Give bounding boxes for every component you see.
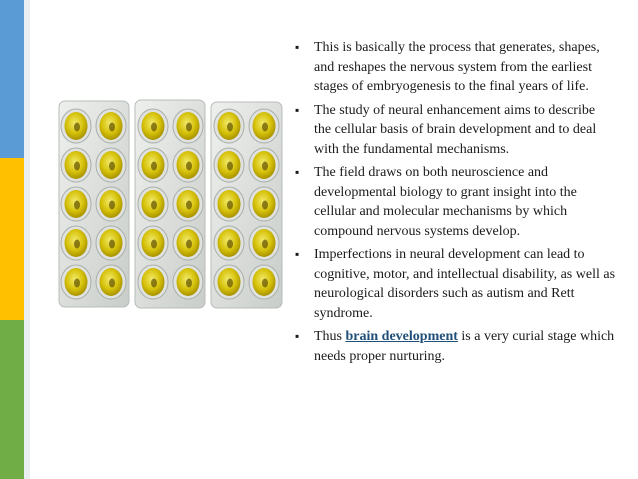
capsule-dark-center bbox=[74, 240, 80, 249]
capsule-dark-center bbox=[186, 240, 192, 249]
bullet-text: The study of neural enhancement aims to describe the cellular basis of brain development and to deal with the fundamental mechanisms. bbox=[314, 102, 597, 157]
capsule-dark-center bbox=[151, 279, 157, 288]
accent-bar-blue bbox=[0, 0, 24, 158]
bullet-marker-icon: ▪ bbox=[295, 329, 300, 343]
capsule-dark-center bbox=[227, 240, 233, 249]
bullet-item bbox=[295, 101, 615, 160]
capsule-dark-center bbox=[109, 201, 115, 210]
capsule-dark-center bbox=[109, 240, 115, 249]
capsule-dark-center bbox=[262, 240, 268, 249]
capsule-dark-center bbox=[227, 201, 233, 210]
capsule-dark-center bbox=[186, 123, 192, 132]
capsule-dark-center bbox=[262, 279, 268, 288]
capsule-dark-center bbox=[74, 279, 80, 288]
bullet-text: This is basically the process that generates, shapes, and reshapes the nervous system from the earliest stages of embryogenesis to the final years of life. bbox=[314, 40, 600, 94]
capsule-dark-center bbox=[262, 123, 268, 132]
capsule-dark-center bbox=[227, 279, 233, 288]
capsule-blister-pack-image bbox=[58, 98, 284, 310]
capsule-dark-center bbox=[186, 201, 192, 210]
bullet-marker-icon: ▪ bbox=[295, 247, 300, 261]
capsule-dark-center bbox=[262, 162, 268, 171]
capsule-dark-center bbox=[109, 162, 115, 171]
brain-development-link[interactable]: brain development bbox=[345, 329, 458, 344]
bullet-text-after: is a very curial stage which needs proper nurturing. bbox=[314, 329, 615, 364]
bullet-item bbox=[295, 38, 615, 97]
capsule-dark-center bbox=[74, 123, 80, 132]
bullet-marker-icon: ▪ bbox=[295, 40, 300, 54]
bullet-item bbox=[295, 245, 615, 323]
capsule-dark-center bbox=[109, 279, 115, 288]
bullet-marker-icon: ▪ bbox=[295, 165, 300, 179]
capsule-dark-center bbox=[151, 240, 157, 249]
accent-bar-green bbox=[0, 320, 24, 479]
capsule-dark-center bbox=[74, 162, 80, 171]
capsule-dark-center bbox=[186, 162, 192, 171]
accent-divider bbox=[24, 0, 30, 479]
capsule-dark-center bbox=[262, 201, 268, 210]
capsule-dark-center bbox=[74, 201, 80, 210]
bullet-text: Imperfections in neural development can lead to cognitive, motor, and intellectual disability, as well as neurological disorders such as autism and Rett syndrome. bbox=[314, 247, 616, 321]
accent-bar-yellow bbox=[0, 158, 24, 320]
bullet-text: The field draws on both neuroscience and developmental biology to grant insight into the cellular and molecular mechanisms by which compound nervous systems develop. bbox=[314, 165, 577, 239]
capsule-dark-center bbox=[109, 123, 115, 132]
bullet-marker-icon: ▪ bbox=[295, 102, 300, 117]
capsule-dark-center bbox=[151, 123, 157, 132]
bullet-item bbox=[295, 327, 615, 366]
capsule-dark-center bbox=[186, 279, 192, 288]
capsule-dark-center bbox=[151, 162, 157, 171]
bullet-text-before: Thus bbox=[314, 329, 346, 344]
capsule-dark-center bbox=[227, 123, 233, 132]
bullet-item bbox=[295, 163, 615, 241]
capsule-dark-center bbox=[227, 162, 233, 171]
bullet-list bbox=[295, 38, 615, 370]
capsule-dark-center bbox=[151, 201, 157, 210]
